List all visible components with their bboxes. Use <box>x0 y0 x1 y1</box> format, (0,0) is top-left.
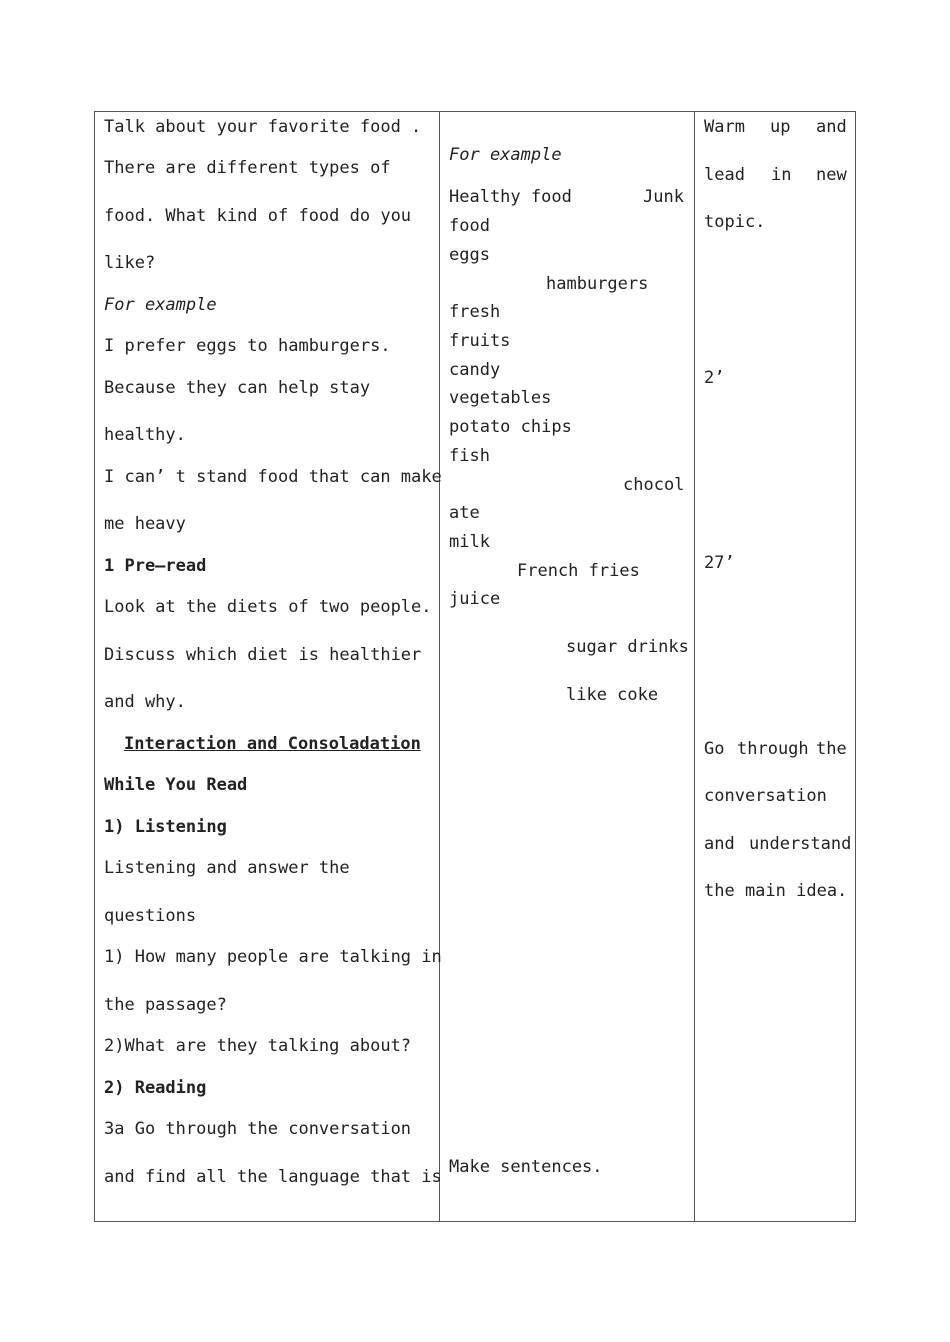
intro-line: Talk about your favorite food . <box>104 117 422 137</box>
intro-line: food. What kind of food do you <box>104 206 412 226</box>
purpose-word: lead <box>704 165 745 185</box>
food-item: fresh <box>449 302 501 322</box>
column-divider <box>694 112 695 1221</box>
question-line: the passage? <box>104 995 227 1015</box>
example-sentence: I can’ t stand food that can make <box>104 467 442 487</box>
food-heading-junk: food <box>449 216 490 236</box>
purpose-line: topic. <box>704 212 766 232</box>
food-item: candy <box>449 360 501 380</box>
purpose-word: and <box>816 117 847 137</box>
example-sentence: Because they can help stay <box>104 378 371 398</box>
time-allocation: 2’ <box>704 368 725 388</box>
purpose-word: understand <box>749 834 852 854</box>
food-item: like coke <box>566 685 659 705</box>
preread-line: Discuss which diet is healthier <box>104 645 422 665</box>
intro-line: like? <box>104 253 156 273</box>
food-item: vegetables <box>449 388 552 408</box>
purpose-word: and <box>704 834 735 854</box>
example-sentence: me heavy <box>104 514 186 534</box>
preread-line: and why. <box>104 692 186 712</box>
food-item: hamburgers <box>546 274 649 294</box>
column-divider <box>439 112 440 1221</box>
listening-line: Listening and answer the <box>104 858 350 878</box>
food-item: milk <box>449 532 490 552</box>
example-sentence: I prefer eggs to hamburgers. <box>104 336 391 356</box>
purpose-line: the main idea. <box>704 881 848 901</box>
section-heading: 1) Listening <box>104 817 227 837</box>
reading-line: and find all the language that is <box>104 1167 442 1187</box>
food-heading-healthy: Healthy food <box>449 187 572 207</box>
food-item: sugar drinks <box>566 637 689 657</box>
food-item: juice <box>449 589 501 609</box>
section-heading: 2) Reading <box>104 1078 207 1098</box>
intro-line: There are different types of <box>104 158 391 178</box>
question-line: 2)What are they talking about? <box>104 1036 412 1056</box>
section-heading: 1 Pre—read <box>104 556 207 576</box>
food-item: chocol <box>623 475 685 495</box>
purpose-word: the <box>816 739 847 759</box>
purpose-word: through <box>737 739 809 759</box>
purpose-word: Warm <box>704 117 745 137</box>
food-item: French fries <box>517 561 640 581</box>
food-item: fruits <box>449 331 511 351</box>
example-sentence: healthy. <box>104 425 186 445</box>
purpose-word: new <box>816 165 847 185</box>
purpose-line: conversation <box>704 786 827 806</box>
food-item: eggs <box>449 245 490 265</box>
food-item: fish <box>449 446 490 466</box>
question-line: 1) How many people are talking in <box>104 947 442 967</box>
listening-line: questions <box>104 906 197 926</box>
purpose-word: Go <box>704 739 725 759</box>
section-heading: While You Read <box>104 775 248 795</box>
purpose-word: up <box>770 117 791 137</box>
example-label: For example <box>449 145 562 165</box>
section-heading: Interaction and Consoladation <box>124 734 421 754</box>
example-label: For example <box>104 295 217 315</box>
purpose-word: in <box>771 165 792 185</box>
food-item: potato chips <box>449 417 572 437</box>
reading-line: 3a Go through the conversation <box>104 1119 412 1139</box>
time-allocation: 27’ <box>704 553 735 573</box>
preread-line: Look at the diets of two people. <box>104 597 432 617</box>
activity-note: Make sentences. <box>449 1157 603 1177</box>
food-item: ate <box>449 503 480 523</box>
food-heading-junk: Junk <box>643 187 684 207</box>
